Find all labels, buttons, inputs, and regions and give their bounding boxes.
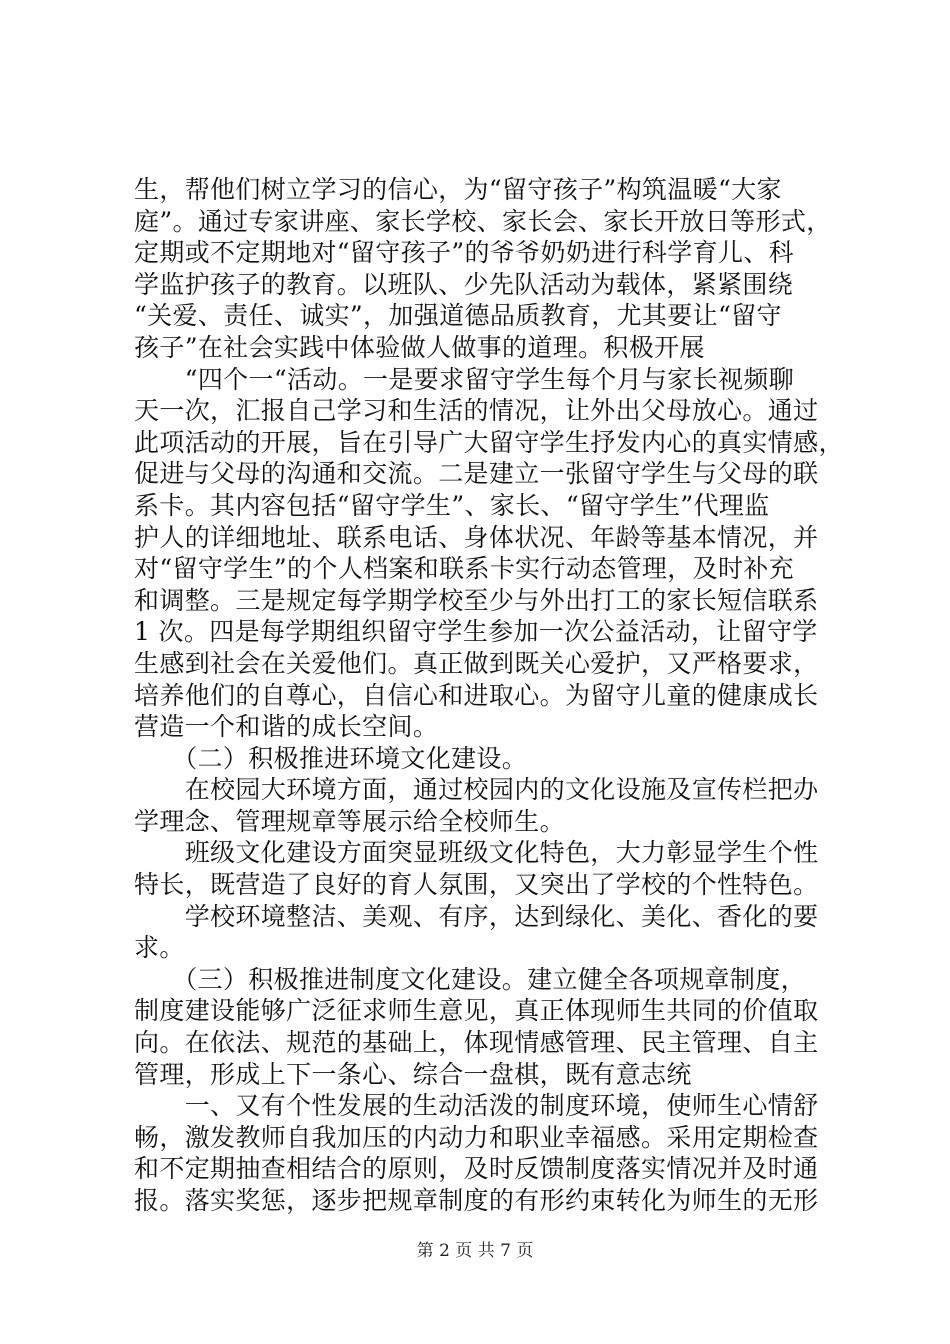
text-line: 报。落实奖惩，逐步把规章制度的有形约束转化为师生的无形: [134, 1186, 819, 1215]
text-line: 学监护孩子的教育。以班队、少先队活动为载体，紧紧围绕: [134, 269, 794, 299]
text-line: 制度建设能够广泛征求师生意见，真正体现师生共同的价值取: [134, 996, 819, 1026]
text-line: 培养他们的自尊心，自信心和进取心。为留守儿童的健康成长: [134, 680, 819, 710]
section-heading: （三）积极推进制度文化建设。建立健全各项规章制度，: [134, 964, 806, 994]
text-line: “四个一“活动。一是要求留守学生每个月与家长视频聊: [134, 364, 795, 394]
text-line: 特长，既营造了良好的育人氛围，又突出了学校的个性特色。: [134, 870, 819, 900]
text-line: 1 次。四是每学期组织留守学生参加一次公益活动，让留守学: [134, 617, 818, 647]
text-line: 管理，形成上下一条心、综合一盘棋，既有意志统: [134, 1059, 692, 1089]
text-line: 向。在依法、规范的基础上，体现情感管理、民主管理、自主: [134, 1028, 819, 1058]
text-line: 促进与父母的沟通和交流。二是建立一张留守学生与父母的联: [134, 459, 819, 489]
text-line: “关爱、责任、诚实”，加强道德品质教育，尤其要让“留守: [134, 301, 782, 331]
text-line: 营造一个和谐的成长空间。: [134, 712, 439, 742]
text-line: 学校环境整洁、美观、有序，达到绿化、美化、香化的要: [134, 901, 819, 931]
text-line: 护人的详细地址、联系电话、身体状况、年龄等基本情况，并: [134, 522, 819, 552]
text-line: 和调整。三是规定每学期学校至少与外出打工的家长短信联系: [134, 585, 819, 615]
text-line: 天一次，汇报自己学习和生活的情况，让外出父母放心。通过: [134, 396, 819, 426]
text-line: 系卡。其内容包括“留守学生”、家长、“留守学生”代理监: [134, 490, 770, 520]
text-line: 求。: [134, 933, 185, 963]
section-heading: （二）积极推进环境文化建设。: [134, 743, 528, 773]
text-line: 孩子”在社会实践中体验做人做事的道理。积极开展: [134, 332, 705, 362]
document-body: [134, 174, 844, 1217]
text-line: 班级文化建设方面突显班级文化特色，大力彰显学生个性: [134, 838, 819, 868]
text-line: 和不定期抽查相结合的原则，及时反馈制度落实情况并及时通: [134, 1154, 819, 1184]
text-line: 一、又有个性发展的生动活泼的制度环境，使师生心情舒: [134, 1091, 819, 1121]
page-number-footer: 第 2 页 共 7 页: [416, 1241, 534, 1261]
text-line: 生，帮他们树立学习的信心，为“留守孩子”构筑温暖“大家: [134, 175, 782, 204]
text-line: 生感到社会在关爱他们。真正做到既关心爱护，又严格要求，: [134, 648, 819, 678]
text-line: 学理念、管理规章等展示给全校师生。: [134, 806, 565, 836]
text-line: 定期或不定期地对“留守孩子”的爷爷奶奶进行科学育儿、科: [134, 238, 795, 268]
text-line: 此项活动的开展，旨在引导广大留守学生抒发内心的真实情感，: [134, 427, 844, 457]
text-line: 在校园大环境方面，通过校园内的文化设施及宣传栏把办: [134, 775, 819, 805]
text-line: 对“留守学生”的个人档案和联系卡实行动态管理，及时补充: [134, 554, 795, 584]
text-line: 庭”。通过专家讲座、家长学校、家长会、家长开放日等形式，: [134, 206, 832, 236]
text-line: 畅，激发教师自我加压的内动力和职业幸福感。采用定期检查: [134, 1122, 819, 1152]
